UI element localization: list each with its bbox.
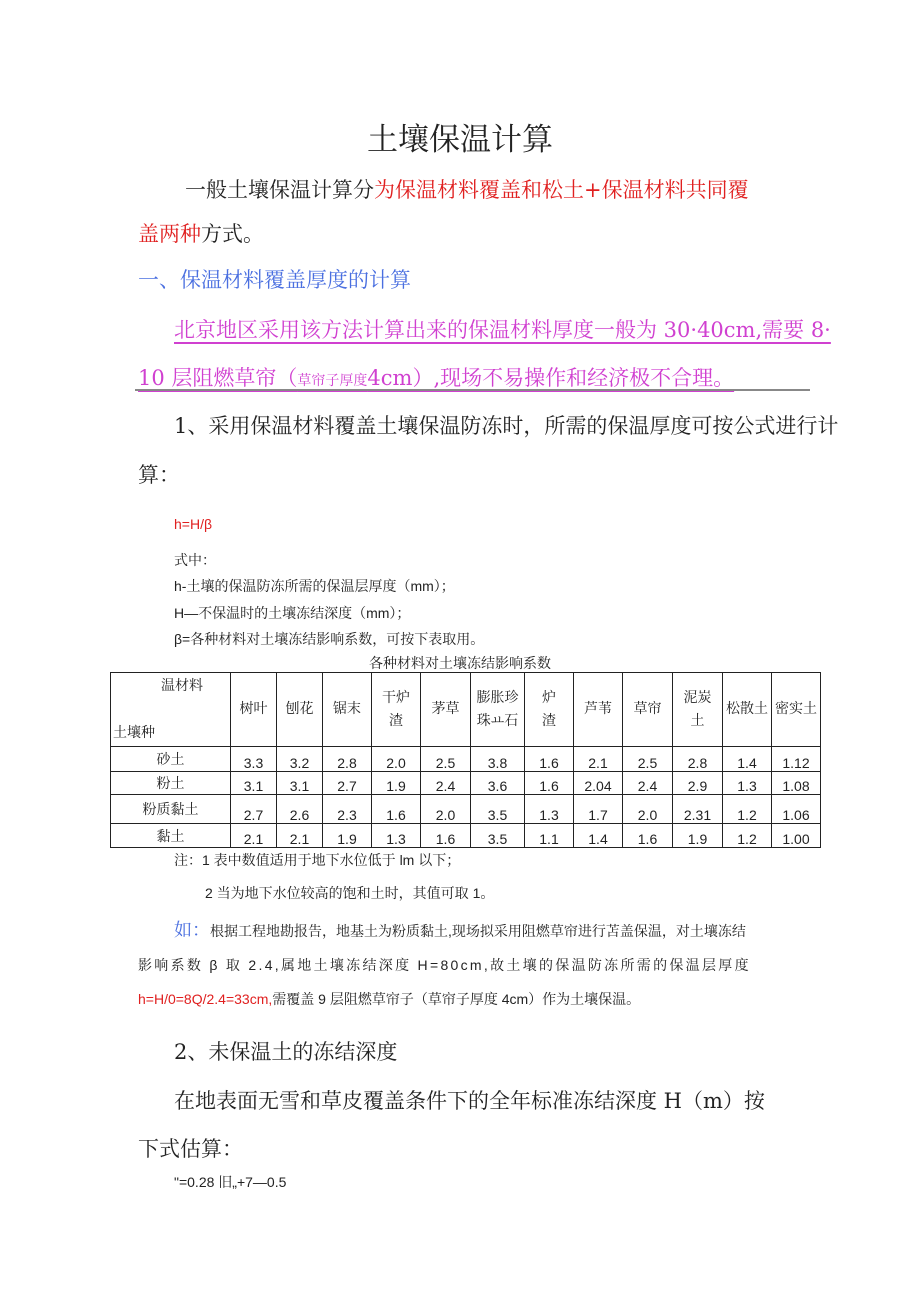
para1-line1: 1、采用保温材料覆盖土壤保温防冻时，所需的保温厚度可按公式进行计	[174, 414, 839, 438]
page-title: 土壤保温计算	[367, 122, 553, 158]
column-header: 芦苇	[574, 673, 623, 747]
coefficient-cell: 1.6	[525, 747, 574, 772]
soil-type-cell: 粉土	[111, 772, 231, 795]
intro-line2	[138, 218, 264, 248]
section-heading-2: 2、未保温土的冻结深度	[174, 1040, 398, 1064]
intro-line1	[185, 174, 749, 204]
coefficient-cell: 1.3	[372, 824, 421, 848]
coefficient-cell: 1.3	[723, 772, 772, 795]
coefficient-cell: 2.4	[623, 772, 673, 795]
formula: h=H/β	[174, 516, 213, 532]
coefficient-cell: 2.1	[574, 747, 623, 772]
para2-line2: 下式估算：	[138, 1137, 243, 1161]
intro-highlight-2: 盖两种	[138, 222, 201, 246]
coefficient-cell: 1.3	[525, 795, 574, 824]
coefficient-cell: 2.8	[323, 747, 372, 772]
coefficient-cell: 1.08	[772, 772, 821, 795]
para2-line1: 在地表面无雪和草皮覆盖条件下的全年标准冻结深度 H（m）按	[174, 1089, 765, 1113]
intro-text: 一般土壤保温计算分	[185, 178, 374, 202]
coefficient-cell: 2.0	[623, 795, 673, 824]
coefficient-cell: 1.12	[772, 747, 821, 772]
coefficient-table	[110, 672, 821, 848]
coefficient-cell: 2.0	[421, 795, 471, 824]
where-label: 式中：	[174, 552, 216, 568]
formula-2: "=0.28 旧„+7—0.5	[174, 1174, 287, 1190]
coefficient-cell: 1.1	[525, 824, 574, 848]
column-header: 树叶	[231, 673, 277, 747]
column-header: 炉 渣	[525, 673, 574, 747]
coefficient-cell: 1.4	[574, 824, 623, 848]
note-small: 草帘子厚度	[297, 373, 368, 389]
coefficient-cell: 2.9	[673, 772, 723, 795]
example-result: h=H/0=8Q/2.4=33cm,	[138, 991, 273, 1007]
coefficient-cell: 2.5	[623, 747, 673, 772]
coefficient-cell: 3.2	[277, 747, 323, 772]
coefficient-cell: 1.2	[723, 795, 772, 824]
coefficient-cell: 1.6	[421, 824, 471, 848]
coefficient-cell: 2.0	[372, 747, 421, 772]
coefficient-cell: 1.9	[323, 824, 372, 848]
coefficient-cell: 1.2	[723, 824, 772, 848]
example-text-3: 需覆盖 9 层阻燃草帘子（草帘子厚度 4cm）作为土壤保温。	[272, 991, 641, 1007]
coefficient-cell: 1.6	[525, 772, 574, 795]
coefficient-cell: 1.06	[772, 795, 821, 824]
soil-type-cell: 黏土	[111, 824, 231, 848]
column-header: 密实土	[772, 673, 821, 747]
coefficient-cell: 1.6	[372, 795, 421, 824]
coefficient-cell: 1.9	[673, 824, 723, 848]
note-part-2: 4cm）,现场不易操作和经济极不合理。	[367, 366, 735, 390]
note-part: 10 层阻燃草帘（	[138, 366, 298, 390]
corner-bottom-label: 土壤种	[113, 724, 155, 740]
table-note-1: 注：1 表中数值适用于地下水位低于 lm 以下；	[174, 852, 461, 868]
column-header: 膨胀珍 珠ㅛ石	[471, 673, 525, 747]
note-line-1: 北京地区采用该方法计算出来的保温材料厚度一般为 30·40cm,需要 8·	[174, 318, 831, 342]
coefficient-cell: 1.4	[723, 747, 772, 772]
section-heading-1: 一、保温材料覆盖厚度的计算	[138, 268, 411, 292]
column-header: 刨花	[277, 673, 323, 747]
coefficient-cell: 2.8	[673, 747, 723, 772]
table-row	[111, 795, 821, 824]
intro-text-2: 方式。	[201, 222, 264, 246]
coefficient-cell: 1.6	[623, 824, 673, 848]
coefficient-cell: 2.7	[323, 772, 372, 795]
coefficient-cell: 2.1	[277, 824, 323, 848]
coefficient-cell: 2.7	[231, 795, 277, 824]
table-note-2: 2 当为地下水位较高的饱和土时，其值可取 1。	[205, 885, 495, 901]
column-header: 茅草	[421, 673, 471, 747]
coefficient-cell: 1.7	[574, 795, 623, 824]
coefficient-cell: 2.1	[231, 824, 277, 848]
coefficient-cell: 1.00	[772, 824, 821, 848]
coefficient-cell: 2.3	[323, 795, 372, 824]
coefficient-cell: 2.4	[421, 772, 471, 795]
coefficient-cell: 2.31	[673, 795, 723, 824]
column-header: 泥炭 土	[673, 673, 723, 747]
intro-highlight: 为保温材料覆盖和松土+保温材料共同覆	[374, 178, 749, 202]
coefficient-cell: 3.5	[471, 824, 525, 848]
coefficient-cell: 1.9	[372, 772, 421, 795]
coefficient-cell: 3.3	[231, 747, 277, 772]
example-line1	[174, 916, 746, 942]
coefficient-cell: 2.6	[277, 795, 323, 824]
definition-h: h-土壤的保温防冻所需的保温层厚度（mm）；	[174, 578, 455, 594]
example-line2: 影响系数 β 取 2.4,属地土壤冻结深度 H=80cm,故土壤的保温防冻所需的保温层厚度	[138, 957, 751, 973]
coefficient-cell: 3.5	[471, 795, 525, 824]
note-line-2	[138, 362, 734, 392]
coefficient-cell: 3.6	[471, 772, 525, 795]
column-header: 松散土	[723, 673, 772, 747]
table-row	[111, 772, 821, 795]
soil-type-cell: 粉质黏土	[111, 795, 231, 824]
coefficient-cell: 3.8	[471, 747, 525, 772]
table-caption: 各种材料对土壤冻结影响系数	[369, 655, 551, 671]
column-header: 草帘	[623, 673, 673, 747]
corner-cell	[111, 673, 231, 747]
corner-top-label: 温材料	[161, 677, 203, 693]
divider	[135, 389, 810, 391]
table-row	[111, 747, 821, 772]
coefficient-cell: 2.5	[421, 747, 471, 772]
example-text: 根据工程地勘报告，地基土为粉质黏土,现场拟采用阻燃草帘进行苫盖保温，对土壤冻结	[210, 923, 746, 939]
coefficient-cell: 2.04	[574, 772, 623, 795]
definition-H: H—不保温时的土壤冻结深度（mm）；	[174, 605, 411, 621]
coefficient-cell: 3.1	[231, 772, 277, 795]
column-header: 干炉 渣	[372, 673, 421, 747]
example-line3	[138, 989, 640, 1009]
table-row	[111, 824, 821, 848]
column-header: 锯末	[323, 673, 372, 747]
example-label: 如：	[174, 920, 210, 941]
para1-line2: 算：	[138, 463, 180, 487]
coefficient-cell: 3.1	[277, 772, 323, 795]
definition-beta: β=各种材料对土壤冻结影响系数，可按下表取用。	[174, 631, 485, 647]
soil-type-cell: 砂土	[111, 747, 231, 772]
